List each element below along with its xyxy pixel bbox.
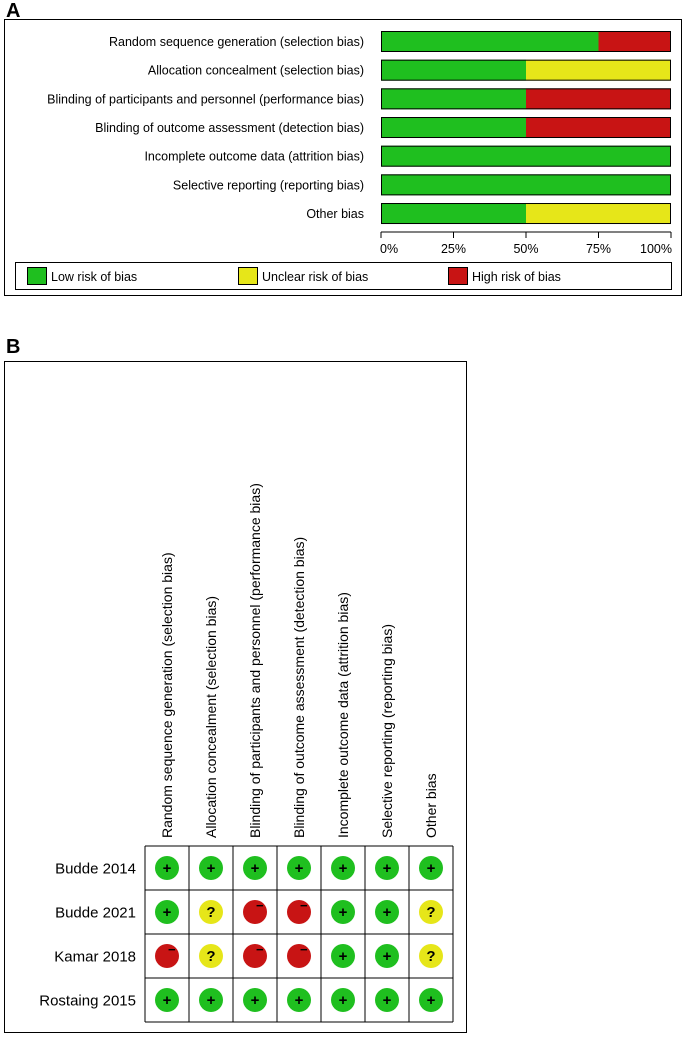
x-tick-label: 0% bbox=[380, 242, 399, 256]
rating-symbol: − bbox=[256, 898, 264, 913]
x-tick-label: 100% bbox=[640, 242, 672, 256]
rating-symbol: + bbox=[426, 860, 436, 877]
rating-symbol: + bbox=[338, 948, 348, 965]
category-label: Random sequence generation (selection bias) bbox=[108, 35, 364, 49]
rating-symbol: − bbox=[300, 898, 308, 913]
study-label: Budde 2014 bbox=[55, 860, 136, 878]
category-label: Allocation concealment (selection bias) bbox=[147, 63, 364, 78]
category-label: Blinding of participants and personnel (performance bias) bbox=[47, 92, 364, 107]
column-header: Allocation concealment (selection bias) bbox=[203, 595, 219, 838]
rating-symbol: + bbox=[426, 992, 436, 1009]
rating-symbol: + bbox=[206, 992, 216, 1009]
column-header: Other bias bbox=[423, 773, 439, 838]
legend-label: High risk of bias bbox=[472, 270, 561, 284]
rating-symbol: ? bbox=[426, 904, 436, 921]
rating-symbol: ? bbox=[206, 948, 216, 965]
rating-symbol: + bbox=[382, 860, 392, 877]
rating-symbol: + bbox=[162, 860, 172, 877]
column-header: Blinding of outcome assessment (detection bias) bbox=[291, 536, 307, 838]
column-header: Blinding of participants and personnel (performance bias) bbox=[247, 483, 263, 838]
rating-symbol: + bbox=[382, 992, 392, 1009]
rating-symbol: ? bbox=[206, 904, 216, 921]
rating-symbol: + bbox=[294, 992, 304, 1009]
rating-symbol: − bbox=[300, 942, 308, 957]
rating-symbol: + bbox=[382, 948, 392, 965]
study-label: Rostaing 2015 bbox=[39, 992, 136, 1010]
column-header: Incomplete outcome data (attrition bias) bbox=[335, 592, 351, 838]
legend-label: Low risk of bias bbox=[51, 270, 138, 284]
rating-symbol: + bbox=[250, 992, 260, 1009]
panel-b-label: B bbox=[6, 336, 21, 358]
rating-symbol: + bbox=[294, 860, 304, 877]
rating-symbol: + bbox=[338, 860, 348, 877]
rating-symbol: ? bbox=[426, 948, 436, 965]
study-label: Kamar 2018 bbox=[54, 948, 136, 966]
rating-symbol: + bbox=[206, 860, 216, 877]
panel-a-label: A bbox=[6, 0, 21, 22]
column-header: Random sequence generation (selection bias) bbox=[159, 552, 175, 838]
study-label: Budde 2021 bbox=[55, 904, 136, 922]
rating-symbol: + bbox=[382, 904, 392, 921]
rating-symbol: + bbox=[250, 860, 260, 877]
rating-symbol: + bbox=[162, 992, 172, 1009]
rating-symbol: − bbox=[168, 942, 176, 957]
rating-symbol: − bbox=[256, 942, 264, 957]
legend-label: Unclear risk of bias bbox=[262, 270, 369, 284]
category-label: Incomplete outcome data (attrition bias) bbox=[144, 149, 364, 164]
category-label: Other bias bbox=[306, 207, 364, 222]
column-header: Selective reporting (reporting bias) bbox=[379, 624, 395, 838]
rating-symbol: + bbox=[162, 904, 172, 921]
panel-b-frame bbox=[5, 362, 467, 1033]
rating-symbol: + bbox=[338, 992, 348, 1009]
x-tick-label: 50% bbox=[513, 242, 539, 256]
x-tick-label: 25% bbox=[440, 242, 467, 256]
rating-symbol: + bbox=[338, 904, 348, 921]
category-label: Selective reporting (reporting bias) bbox=[172, 178, 364, 193]
category-label: Blinding of outcome assessment (detection bias) bbox=[95, 121, 364, 136]
x-tick-label: 75% bbox=[585, 242, 612, 256]
